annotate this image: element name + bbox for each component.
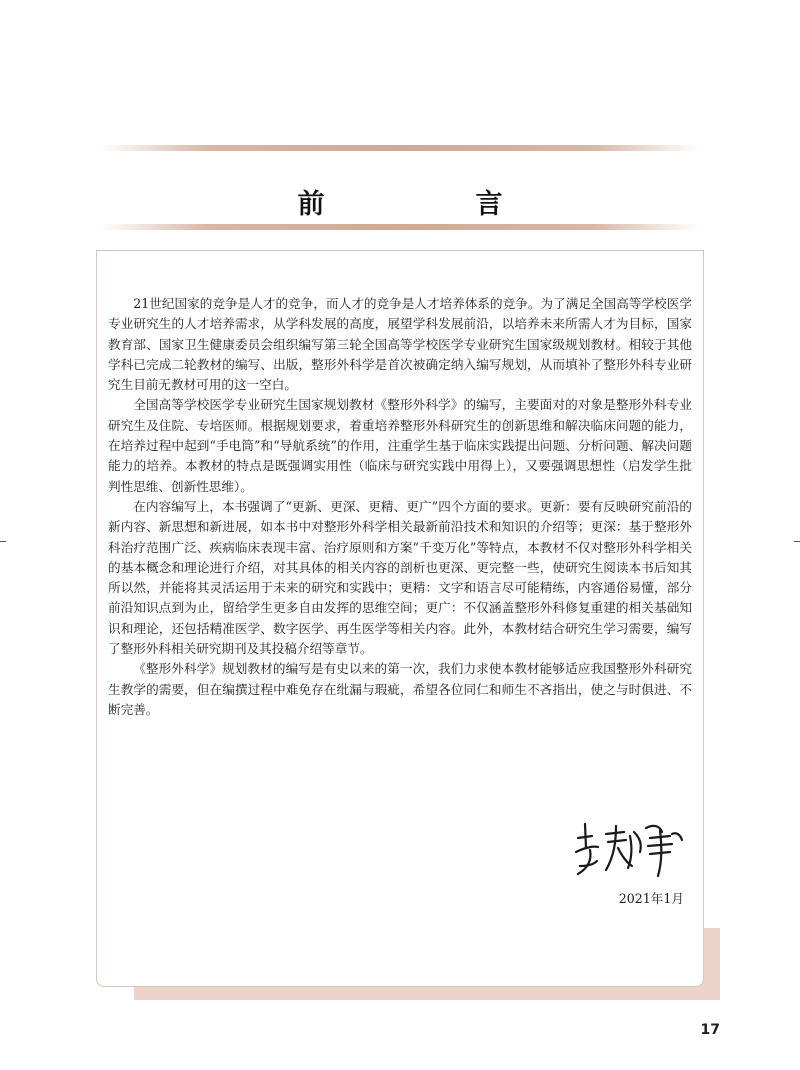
paragraph-3: 在内容编写上，本书强调了“更新、更深、更精、更广”四个方面的要求。更新：要有反映研究前沿的新内容、新思想和新进展，如本书中对整形外科学相关最新前沿技术和知识的介绍等；更深：基于整形外科治疗范围广泛、疾病临床表现丰富、治疗原则和方案“千变万化”等特点，本教材不仅对整形外科学相关的基本概念和理论进行介绍，对其具体的相关内容的剖析也更深、更完整一些，使研究生阅读本书后知其所以然，并能将其灵活运用于未来的研究和实践中；更精：文字和语言尽可能精练，内容通俗易懂，部分前沿知识点到为止，留给学生更多自由发挥的思维空间；更广：不仅涵盖整形外科修复重建的相关基础知识和理论，还包括精准医学、数字医学、再生医学等相关内容。此外，本教材结合研究生学习需要，编写了整形外科相关研究期刊及其投稿介绍等章节。 [108, 498, 692, 657]
page-number: 17 [700, 1022, 720, 1038]
paragraph-2: 全国高等学校医学专业研究生国家规划教材《整形外科学》的编写，主要面对的对象是整形外科专业研究生及住院、专培医师。根据规划要求，着重培养整形外科研究生的创新思维和解决临床问题的能力，在培养过程中起到“手电筒”和“导航系统”的作用，注重学生基于临床实践提出问题、分析问题、解决问题能力的培养。本教材的特点是既强调实用性（临床与研究实践中用得上），又要强调思想性（启发学生批判性思维、创新性思维）。 [108, 397, 692, 494]
paragraph-1: 21世纪国家的竞争是人才的竞争，而人才的竞争是人才培养体系的竞争。为了满足全国高等学校医学专业研究生的人才培养需求，从学科发展的高度，展望学科发展前沿，以培养未来所需人才为目标，国家教育部、国家卫生健康委员会组织编写第三轮全国高等学校医学专业研究生国家级规划教材。相较于其他学科已完成二轮教材的编写、出版，整形外科学是首次被确定纳入编写规划，从而填补了整形外科专业研究生目前无教材可用的这一空白。 [108, 296, 692, 393]
decorative-rule-bottom [100, 224, 700, 230]
crop-mark-left [0, 541, 6, 542]
paragraph-4: 《整形外科学》规划教材的编写是有史以来的第一次，我们力求使本教材能够适应我国整形外科研究生教学的需要，但在编撰过程中难免存在纰漏与瑕疵，希望各位同仁和师生不吝指出，使之与时俱进、不断完善。 [108, 661, 692, 717]
preface-body [108, 294, 692, 720]
page-title: 前 言 [297, 189, 565, 221]
handwritten-signature [572, 814, 690, 880]
crop-mark-right [794, 541, 800, 542]
decorative-rule-top [100, 145, 700, 151]
date: 2021年1月 [618, 891, 684, 906]
